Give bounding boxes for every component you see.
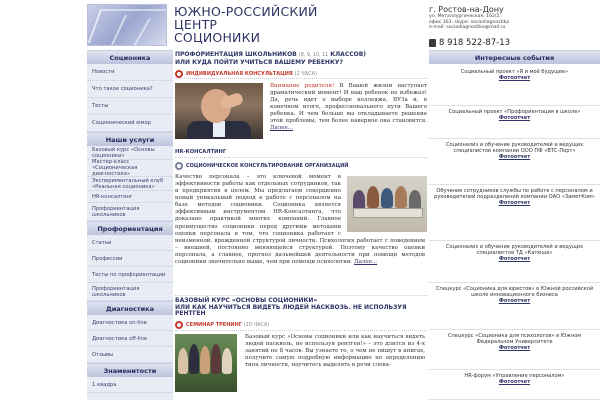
consultation-title[interactable]: ИНДИВИДУАЛЬНАЯ КОНСУЛЬТАЦИЯ (2 ЧАСА): [186, 70, 317, 77]
email-line[interactable]: e-mail: sociodiagnostika@mail.ru: [429, 25, 506, 31]
event-item: Соционализ и обучение руководителей и ведущих специалистов компании ООО ПФ «ВТС-Порт» Фотоотчет: [429, 139, 600, 185]
photo-report-link[interactable]: Фотоотчет: [498, 256, 531, 263]
bullet-icon: [175, 321, 183, 329]
article-row: [175, 174, 427, 288]
event-item: Спецкурс «Соционика для психологов» в Южном Федеральном Университете Фотоотчет: [429, 330, 600, 370]
section-title[interactable]: БАЗОВЫЙ КУРС «ОСНОВЫ СОЦИОНИКИ» ИЛИ КАК НАУЧИТЬСЯ ВИДЕТЬ ЛЮДЕЙ НАСКВОЗЬ. НЕ ИСПОЛЬЗУЯ РЕНТГЕН: [175, 295, 427, 318]
article-text: Качество персонала – это ключевой момент в эффективности работы как отдельных сотрудников, так и предприятия в целом. Мы предлагаем совершенно новый уникальный подход к работе с персоналом на базе методов соционики. Соционика является эффективным инструментом HR-Консалтинга, что доказано практикой многих компаний. Главное преимущество соционики перед другими методами оценки персонала в том, что соционика работает с неизменной, врожденной структурой личности. Психология работает с поведением – внешней, постоянно меняющейся структурой. Поэтому качество оценки персонала, а главное, прогноз дальнейшей деятельности при помощи методов соционики значительно выше, чем при помощи психологии. Далее...: [175, 174, 425, 265]
nav-item-school-profor-2[interactable]: Профориентация школьников: [87, 283, 173, 301]
article-photo: [175, 83, 263, 139]
article-text: Базовый курс «Основы соционики или как научиться видеть людей насквозь, не используя рентген!» – это длится из 4-х занятий по 8 часов. Вы узнаете то, о чем не пишут в книгах, получите самую подробную информацию по определению типа личности, научитесь выделять в речи слова-: [245, 333, 425, 369]
bullet-icon: [175, 70, 183, 78]
org-consulting-title[interactable]: СОЦИОНИЧЕСКОЕ КОНСУЛЬТИРОВАНИЕ ОРГАНИЗАЦИЙ: [186, 163, 349, 170]
nav-item-diag-offline[interactable]: Диагностика off-line: [87, 331, 173, 347]
event-item: Социальный проект «Профориентация в школе» Фотоотчет: [429, 106, 600, 139]
nav-item-basic-course[interactable]: Базовый курс «Основы соционики»: [87, 146, 173, 160]
main-content: [175, 50, 427, 400]
address-line: офис 303, skype: sociodiagnostika: [429, 19, 510, 25]
site-title-line: ЦЕНТР: [174, 17, 218, 32]
photo-report-link[interactable]: Фотоотчет: [498, 115, 531, 122]
nav-item-club[interactable]: Экспериментальный клуб «Реальная соционика»: [87, 177, 173, 191]
nav-item-masterclass[interactable]: Мастер-класс «Соционическая диагностика»: [87, 160, 173, 177]
sub-heading: [175, 69, 427, 79]
seminar-title[interactable]: СЕМИНАР ТРЕНИНГ (20 ЧАСА): [186, 322, 270, 329]
event-item: HR-форум «Управление персоналом» Фотоотчет: [429, 370, 600, 400]
bullet-icon: [175, 162, 183, 170]
photo-report-link[interactable]: Фотоотчет: [498, 298, 531, 305]
nav-item-tests[interactable]: Тесты: [87, 98, 173, 115]
nav-section-title: Наши услуги: [87, 132, 173, 146]
site-logo[interactable]: [87, 4, 167, 46]
phone-icon: [429, 39, 436, 47]
hr-consulting-label: HR-КОНСАЛТИНГ: [175, 149, 427, 158]
phone-number: 8 918 522-87-13: [439, 38, 511, 48]
photo-report-link[interactable]: Фотоотчет: [498, 345, 531, 352]
event-item: Спецкурс «Соционика для юристов» в Южной российской школе инновационного бизнеса Фотоотчет: [429, 283, 600, 330]
photo-report-link[interactable]: Фотоотчет: [498, 379, 531, 386]
nav-item-reviews[interactable]: Отзывы: [87, 347, 173, 363]
site-header: [0, 0, 600, 48]
nav-item-hr-consulting[interactable]: HR-консалтинг: [87, 191, 173, 203]
sub-heading: [175, 161, 427, 171]
left-navigation: [87, 50, 173, 400]
nav-item-what-is-socionics[interactable]: Что такое соционика?: [87, 81, 173, 98]
nav-item-professions[interactable]: Профессии: [87, 251, 173, 267]
nav-item-quadra-1[interactable]: 1 квадра: [87, 377, 173, 393]
event-item: Обучение сотрудников службы по работе с персоналом и руководителей подразделений компании ОАО «ЗаметКом» Фотоотчет: [429, 185, 600, 241]
nav-item-articles[interactable]: Статьи: [87, 235, 173, 251]
nav-section-title: Диагностика: [87, 301, 173, 315]
article-row: [175, 83, 427, 139]
site-title-line: ЮЖНО-РОССИЙСКИЙ: [174, 4, 318, 19]
photo-report-link[interactable]: Фотоотчет: [498, 200, 531, 207]
nav-item-school-profor[interactable]: Профориентация школьников: [87, 203, 173, 221]
events-title: Интересные события: [429, 50, 600, 64]
photo-report-link[interactable]: Фотоотчет: [498, 75, 531, 82]
nav-section-title: Профориентация: [87, 221, 173, 235]
events-sidebar: [429, 50, 600, 400]
nav-item-humor[interactable]: Соционический юмор: [87, 115, 173, 132]
photo-report-link[interactable]: Фотоотчет: [498, 154, 531, 161]
article-photo: [175, 334, 237, 392]
event-item: Социальный проект «Я и моё будущее» Фотоотчет: [429, 66, 600, 106]
phone-row: [429, 38, 510, 48]
article-text: Внимание родители! В Вашей жизни наступает драматический момент! И ваш ребенок не избежал! Да, речь идет о выборе колледжа, ВУЗа и, в конечном итоге, профессионального пути Вашего ребенка. И чем больше вы откладываете решение этой проблемы, тем более наверное она становится. Далее...: [270, 83, 427, 132]
nav-item-news[interactable]: Новости: [87, 64, 173, 81]
event-item: Соционализ и обучение руководителей и ведущих специалистов ТД «Катюша» Фотоотчет: [429, 241, 600, 283]
read-more-link[interactable]: Далее...: [270, 125, 293, 132]
nav-section-title: Знаменитости: [87, 363, 173, 377]
sub-heading: [175, 321, 427, 331]
address-line: ул. Металлургическая, 102/2,: [429, 14, 501, 19]
contact-info: [429, 5, 599, 48]
site-title[interactable]: [174, 5, 364, 44]
article-row: [175, 334, 427, 392]
section-title[interactable]: ПРОФОРИЕНТАЦИЯ ШКОЛЬНИКОВ (8, 9, 10, 11 КЛАССОВ) ИЛИ КУДА ПОЙТИ УЧИТЬСЯ ВАШЕМУ РЕБЕНКУ?: [175, 51, 367, 66]
read-more-link[interactable]: Далее...: [354, 258, 378, 265]
nav-item-profor-tests[interactable]: Тесты по профориентации: [87, 267, 173, 283]
nav-item-diag-online[interactable]: Диагностика on-line: [87, 315, 173, 331]
city-label: г. Ростов-на-Дону: [429, 5, 504, 14]
nav-section-title: Соционика: [87, 50, 173, 64]
site-title-line: СОЦИОНИКИ: [174, 30, 261, 45]
